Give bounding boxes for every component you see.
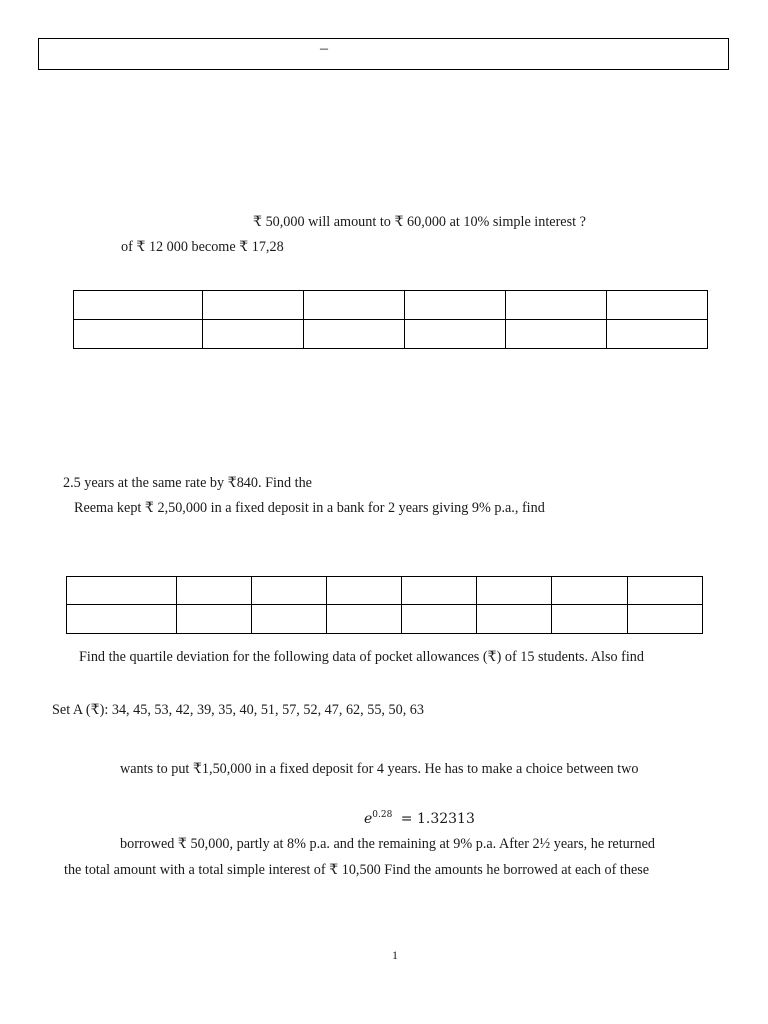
table-cell [405,320,506,349]
table-cell [506,291,607,320]
table-cell [405,291,506,320]
table-cell [506,320,607,349]
table-cell [67,577,177,605]
table-cell [607,320,708,349]
table-cell [552,577,628,605]
table-2 [66,576,703,634]
equation-base: e [364,811,373,827]
q3-line-1: Find the quartile deviation for the following data of pocket allowances (₹) of 15 students. Also find [79,649,644,665]
table-cell [628,605,703,634]
table-cell [177,577,252,605]
table-cell [67,605,177,634]
equation-rhs: = 1.32313 [400,811,475,827]
q3-data-set: Set A (₹): 34, 45, 53, 42, 39, 35, 40, 51, 57, 52, 47, 62, 55, 50, 63 [52,702,424,718]
header-dash: – [320,40,328,57]
table-cell [402,605,477,634]
table-2-row [67,577,703,605]
q2-line-2: Reema kept ₹ 2,50,000 in a fixed deposit in a bank for 2 years giving 9% p.a., find [74,500,545,516]
q5-line-1: borrowed ₹ 50,000, partly at 8% p.a. and the remaining at 9% p.a. After 2½ years, he returned [120,836,655,852]
q4-line-1: wants to put ₹1,50,000 in a fixed deposit for 4 years. He has to make a choice between two [120,761,639,777]
table-cell [628,577,703,605]
q2-line-1: 2.5 years at the same rate by ₹840. Find the [63,475,312,491]
exponent-equation [364,810,475,827]
table-cell [477,605,552,634]
header-box [38,38,729,70]
q1-line-2: of ₹ 12 000 become ₹ 17,28 [121,239,284,255]
table-cell [304,320,405,349]
table-cell [203,291,304,320]
table-cell [552,605,628,634]
table-2-row [67,605,703,634]
table-cell [203,320,304,349]
page-number: 1 [392,948,398,962]
equation-exponent: 0.28 [372,810,393,820]
table-cell [477,577,552,605]
table-cell [252,577,327,605]
table-1-row [74,320,708,349]
table-cell [252,605,327,634]
table-cell [607,291,708,320]
table-1-row [74,291,708,320]
table-cell [327,605,402,634]
table-cell [177,605,252,634]
table-cell [74,291,203,320]
table-cell [327,577,402,605]
table-1 [73,290,708,349]
table-cell [74,320,203,349]
table-cell [304,291,405,320]
q1-line-1: ₹ 50,000 will amount to ₹ 60,000 at 10% simple interest ? [253,214,586,230]
table-cell [402,577,477,605]
q5-line-2: the total amount with a total simple interest of ₹ 10,500 Find the amounts he borrowed at each of these [64,862,650,878]
